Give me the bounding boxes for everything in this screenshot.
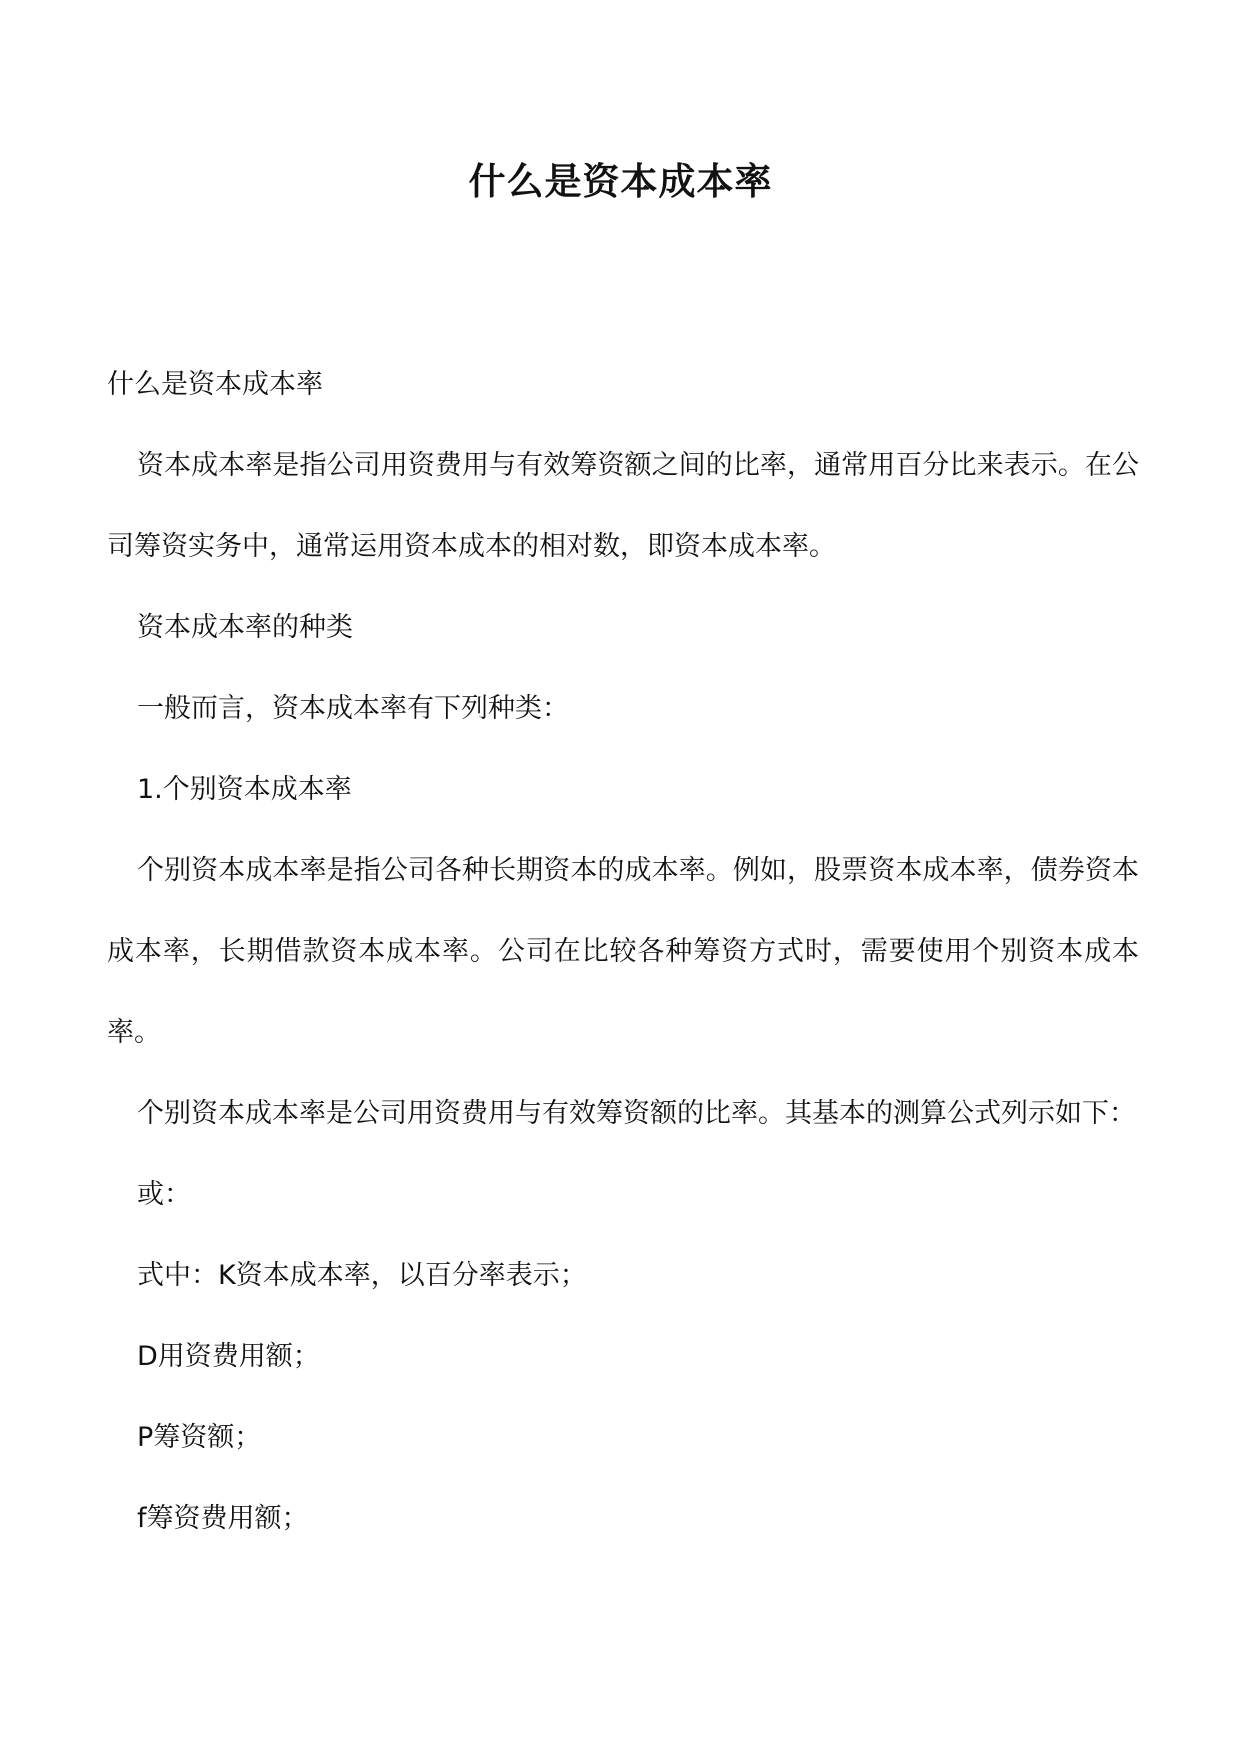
paragraph-definition: 资本成本率是指公司用资费用与有效筹资额之间的比率，通常用百分比来表示。在公司筹资实务中，通常运用资本成本的相对数，即资本成本率。 (107, 450, 1139, 562)
section-heading: 什么是资本成本率 (107, 369, 323, 400)
paragraph-types-intro: 一般而言，资本成本率有下列种类： (137, 693, 569, 724)
paragraph-legend-f: f筹资费用额； (137, 1503, 309, 1534)
paragraph-formula-intro: 个别资本成本率是公司用资费用与有效筹资额的比率。其基本的测算公式列示如下： (137, 1098, 1136, 1129)
paragraph-item-1-heading: 1.个别资本成本率 (137, 774, 352, 805)
document-title: 什么是资本成本率 (468, 160, 773, 203)
paragraph-types-heading: 资本成本率的种类 (137, 612, 353, 643)
paragraph-or: 或： (137, 1179, 191, 1210)
paragraph-legend-k: 式中：K资本成本率，以百分率表示； (137, 1260, 587, 1291)
document-body (107, 344, 1139, 1559)
paragraph-legend-d: D用资费用额； (137, 1341, 320, 1372)
paragraph-legend-p: P筹资额； (137, 1422, 262, 1453)
paragraph-individual-rate: 个别资本成本率是指公司各种长期资本的成本率。例如，股票资本成本率，债券资本成本率，长期借款资本成本率。公司在比较各种筹资方式时，需要使用个别资本成本率。 (107, 855, 1139, 1048)
